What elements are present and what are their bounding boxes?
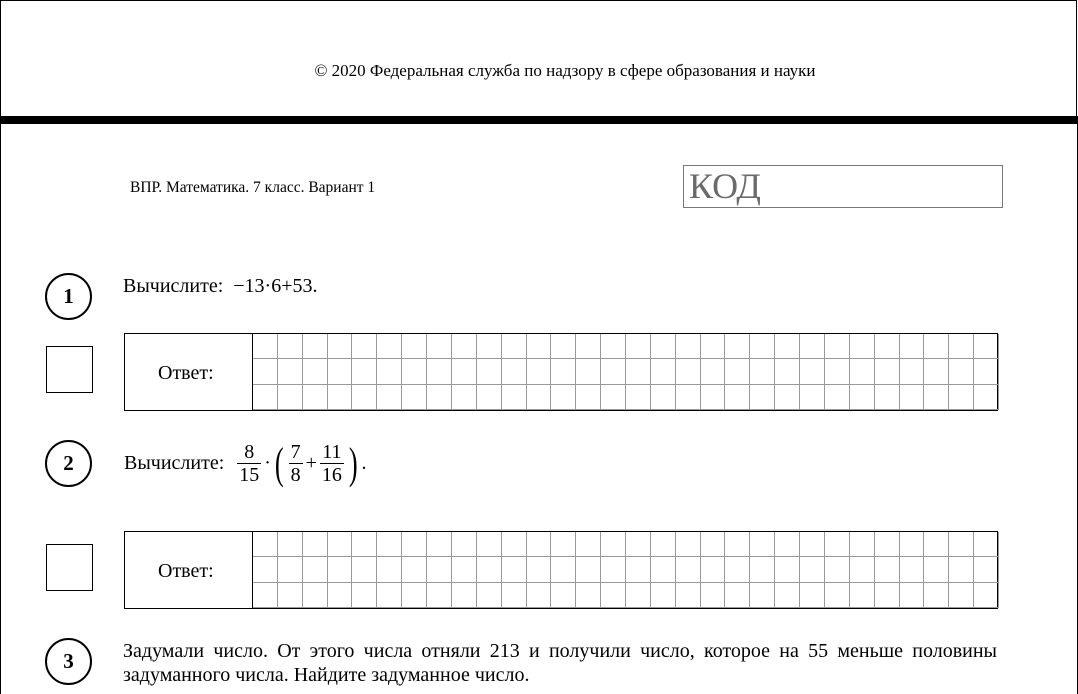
answer-cell[interactable] bbox=[328, 583, 353, 608]
answer-cell[interactable] bbox=[502, 334, 527, 359]
answer-cell[interactable] bbox=[278, 385, 303, 410]
task-2-fraction-2 bbox=[289, 441, 303, 486]
answer-cell[interactable] bbox=[974, 532, 999, 557]
answer-cell[interactable] bbox=[725, 359, 750, 384]
answer-cell[interactable] bbox=[924, 385, 949, 410]
answer-cell[interactable] bbox=[725, 385, 750, 410]
answer-cell[interactable] bbox=[576, 334, 601, 359]
answer-cell[interactable] bbox=[576, 385, 601, 410]
answer-cell[interactable] bbox=[278, 557, 303, 582]
answer-cell[interactable] bbox=[527, 557, 552, 582]
answer-cell[interactable] bbox=[701, 359, 726, 384]
answer-cell[interactable] bbox=[278, 532, 303, 557]
answer-cell[interactable] bbox=[402, 557, 427, 582]
fraction-3-denominator: 16 bbox=[321, 464, 342, 486]
left-paren: ( bbox=[274, 438, 284, 488]
answer-cell[interactable] bbox=[527, 532, 552, 557]
fraction-2-denominator: 8 bbox=[290, 464, 301, 486]
answer-cell[interactable] bbox=[626, 385, 651, 410]
code-field[interactable] bbox=[683, 165, 1003, 208]
answer-cell[interactable] bbox=[328, 334, 353, 359]
answer-cell[interactable] bbox=[825, 583, 850, 608]
answer-cell[interactable] bbox=[924, 334, 949, 359]
answer-cell[interactable] bbox=[303, 359, 328, 384]
answer-cell[interactable] bbox=[253, 532, 278, 557]
answer-cell[interactable] bbox=[775, 385, 800, 410]
answer-cell[interactable] bbox=[626, 557, 651, 582]
answer-cell[interactable] bbox=[701, 583, 726, 608]
answer-cell[interactable] bbox=[427, 385, 452, 410]
answer-cell[interactable] bbox=[825, 557, 850, 582]
fraction-2-numerator: 7 bbox=[290, 441, 301, 463]
answer-cell[interactable] bbox=[377, 359, 402, 384]
answer-cell[interactable] bbox=[825, 532, 850, 557]
answer-cell[interactable] bbox=[452, 359, 477, 384]
answer-cell[interactable] bbox=[452, 557, 477, 582]
task-2-number: 2 bbox=[45, 440, 92, 487]
answer-cell[interactable] bbox=[924, 359, 949, 384]
task-2-answer-grid[interactable] bbox=[252, 532, 999, 608]
task-2-fraction-3 bbox=[320, 441, 344, 486]
answer-cell[interactable] bbox=[651, 532, 676, 557]
answer-cell[interactable] bbox=[949, 557, 974, 582]
answer-cell[interactable] bbox=[651, 557, 676, 582]
answer-cell[interactable] bbox=[328, 557, 353, 582]
answer-cell[interactable] bbox=[576, 583, 601, 608]
task-1-answer-grid[interactable] bbox=[252, 334, 999, 410]
answer-cell[interactable] bbox=[701, 334, 726, 359]
answer-cell[interactable] bbox=[377, 532, 402, 557]
answer-cell[interactable] bbox=[278, 334, 303, 359]
answer-cell[interactable] bbox=[427, 359, 452, 384]
answer-cell[interactable] bbox=[701, 385, 726, 410]
answer-cell[interactable] bbox=[427, 334, 452, 359]
answer-cell[interactable] bbox=[800, 359, 825, 384]
answer-cell[interactable] bbox=[402, 385, 427, 410]
answer-cell[interactable] bbox=[402, 583, 427, 608]
answer-cell[interactable] bbox=[377, 557, 402, 582]
answer-cell[interactable] bbox=[601, 532, 626, 557]
fraction-3-numerator: 11 bbox=[320, 441, 344, 464]
answer-cell[interactable] bbox=[750, 359, 775, 384]
answer-cell[interactable] bbox=[551, 385, 576, 410]
task-2-text bbox=[123, 438, 368, 488]
answer-cell[interactable] bbox=[452, 385, 477, 410]
answer-cell[interactable] bbox=[377, 334, 402, 359]
answer-cell[interactable] bbox=[676, 359, 701, 384]
task-3-number: 3 bbox=[45, 638, 92, 685]
answer-cell[interactable] bbox=[328, 385, 353, 410]
answer-cell[interactable] bbox=[551, 583, 576, 608]
answer-cell[interactable] bbox=[576, 532, 601, 557]
answer-cell[interactable] bbox=[303, 385, 328, 410]
answer-cell[interactable] bbox=[676, 532, 701, 557]
answer-cell[interactable] bbox=[775, 334, 800, 359]
answer-cell[interactable] bbox=[850, 359, 875, 384]
answer-cell[interactable] bbox=[974, 334, 999, 359]
answer-cell[interactable] bbox=[800, 557, 825, 582]
answer-cell[interactable] bbox=[477, 359, 502, 384]
answer-cell[interactable] bbox=[750, 385, 775, 410]
answer-cell[interactable] bbox=[775, 557, 800, 582]
answer-cell[interactable] bbox=[900, 385, 925, 410]
answer-cell[interactable] bbox=[900, 583, 925, 608]
answer-cell[interactable] bbox=[800, 583, 825, 608]
answer-cell[interactable] bbox=[875, 359, 900, 384]
answer-cell[interactable] bbox=[601, 334, 626, 359]
answer-cell[interactable] bbox=[825, 359, 850, 384]
answer-cell[interactable] bbox=[701, 557, 726, 582]
page-divider bbox=[0, 116, 1078, 124]
answer-cell[interactable] bbox=[725, 583, 750, 608]
answer-cell[interactable] bbox=[725, 334, 750, 359]
page-top-frame bbox=[0, 0, 1077, 116]
answer-cell[interactable] bbox=[676, 557, 701, 582]
code-field-label: КОД bbox=[689, 166, 761, 206]
answer-cell[interactable] bbox=[328, 359, 353, 384]
multiply-sign: · bbox=[264, 452, 271, 474]
answer-cell[interactable] bbox=[800, 334, 825, 359]
answer-cell[interactable] bbox=[800, 532, 825, 557]
task-2-score-box bbox=[46, 544, 93, 591]
answer-cell[interactable] bbox=[527, 583, 552, 608]
answer-cell[interactable] bbox=[352, 359, 377, 384]
answer-cell[interactable] bbox=[626, 334, 651, 359]
answer-cell[interactable] bbox=[974, 557, 999, 582]
task-1-expression: −13·6+53. bbox=[233, 275, 318, 297]
answer-cell[interactable] bbox=[924, 583, 949, 608]
answer-cell[interactable] bbox=[377, 583, 402, 608]
answer-cell[interactable] bbox=[651, 334, 676, 359]
answer-cell[interactable] bbox=[452, 583, 477, 608]
answer-cell[interactable] bbox=[974, 359, 999, 384]
answer-cell[interactable] bbox=[253, 583, 278, 608]
answer-cell[interactable] bbox=[676, 583, 701, 608]
answer-cell[interactable] bbox=[303, 583, 328, 608]
answer-cell[interactable] bbox=[676, 334, 701, 359]
page-header: ВПР. Математика. 7 класс. Вариант 1 bbox=[130, 179, 376, 196]
answer-cell[interactable] bbox=[900, 557, 925, 582]
answer-cell[interactable] bbox=[900, 532, 925, 557]
answer-cell[interactable] bbox=[725, 532, 750, 557]
answer-cell[interactable] bbox=[427, 557, 452, 582]
answer-cell[interactable] bbox=[551, 557, 576, 582]
answer-cell[interactable] bbox=[377, 385, 402, 410]
answer-cell[interactable] bbox=[775, 583, 800, 608]
answer-cell[interactable] bbox=[477, 583, 502, 608]
answer-cell[interactable] bbox=[576, 359, 601, 384]
answer-cell[interactable] bbox=[477, 385, 502, 410]
answer-cell[interactable] bbox=[900, 359, 925, 384]
answer-cell[interactable] bbox=[949, 385, 974, 410]
answer-cell[interactable] bbox=[352, 385, 377, 410]
task-2-answer-box bbox=[124, 531, 998, 609]
task-2-fraction-1 bbox=[237, 441, 261, 486]
period: . bbox=[361, 452, 367, 474]
task-1-text bbox=[123, 275, 318, 298]
answer-cell[interactable] bbox=[352, 532, 377, 557]
answer-cell[interactable] bbox=[651, 583, 676, 608]
answer-cell[interactable] bbox=[850, 385, 875, 410]
answer-cell[interactable] bbox=[303, 334, 328, 359]
answer-cell[interactable] bbox=[427, 583, 452, 608]
answer-cell[interactable] bbox=[601, 359, 626, 384]
answer-cell[interactable] bbox=[601, 583, 626, 608]
answer-cell[interactable] bbox=[527, 359, 552, 384]
answer-cell[interactable] bbox=[875, 334, 900, 359]
answer-cell[interactable] bbox=[825, 385, 850, 410]
answer-cell[interactable] bbox=[949, 583, 974, 608]
answer-cell[interactable] bbox=[502, 385, 527, 410]
answer-cell[interactable] bbox=[775, 532, 800, 557]
plus-sign: + bbox=[305, 452, 317, 474]
answer-cell[interactable] bbox=[800, 385, 825, 410]
answer-cell[interactable] bbox=[253, 359, 278, 384]
answer-cell[interactable] bbox=[551, 334, 576, 359]
answer-cell[interactable] bbox=[502, 583, 527, 608]
answer-cell[interactable] bbox=[452, 334, 477, 359]
answer-cell[interactable] bbox=[875, 557, 900, 582]
answer-cell[interactable] bbox=[253, 334, 278, 359]
answer-cell[interactable] bbox=[850, 334, 875, 359]
task-3-text: Задумали число. От этого числа отняли 213 и получили число, которое на 55 меньше половины задуманного числа. Найдите задуманное число. bbox=[123, 640, 997, 686]
answer-cell[interactable] bbox=[278, 359, 303, 384]
answer-cell[interactable] bbox=[750, 583, 775, 608]
answer-cell[interactable] bbox=[576, 557, 601, 582]
answer-cell[interactable] bbox=[352, 557, 377, 582]
answer-cell[interactable] bbox=[875, 532, 900, 557]
task-2-prompt: Вычислите: bbox=[124, 452, 225, 474]
answer-cell[interactable] bbox=[924, 557, 949, 582]
answer-cell[interactable] bbox=[527, 385, 552, 410]
answer-cell[interactable] bbox=[725, 557, 750, 582]
answer-cell[interactable] bbox=[651, 359, 676, 384]
answer-cell[interactable] bbox=[352, 334, 377, 359]
answer-cell[interactable] bbox=[850, 583, 875, 608]
answer-cell[interactable] bbox=[676, 385, 701, 410]
answer-cell[interactable] bbox=[427, 532, 452, 557]
answer-cell[interactable] bbox=[949, 359, 974, 384]
answer-cell[interactable] bbox=[253, 557, 278, 582]
answer-cell[interactable] bbox=[253, 385, 278, 410]
answer-cell[interactable] bbox=[875, 385, 900, 410]
answer-cell[interactable] bbox=[352, 583, 377, 608]
answer-cell[interactable] bbox=[502, 532, 527, 557]
answer-cell[interactable] bbox=[551, 532, 576, 557]
task-1-prompt: Вычислите: bbox=[123, 275, 224, 297]
answer-cell[interactable] bbox=[477, 532, 502, 557]
answer-cell[interactable] bbox=[477, 557, 502, 582]
answer-cell[interactable] bbox=[626, 532, 651, 557]
answer-cell[interactable] bbox=[452, 532, 477, 557]
answer-cell[interactable] bbox=[750, 334, 775, 359]
answer-cell[interactable] bbox=[551, 359, 576, 384]
answer-cell[interactable] bbox=[750, 532, 775, 557]
answer-cell[interactable] bbox=[527, 334, 552, 359]
answer-cell[interactable] bbox=[900, 334, 925, 359]
answer-cell[interactable] bbox=[750, 557, 775, 582]
task-1-number: 1 bbox=[45, 273, 92, 320]
copyright-line: © 2020 Федеральная служба по надзору в сфере образования и науки bbox=[314, 61, 816, 80]
task-2-answer-label: Ответ: bbox=[158, 560, 214, 582]
answer-cell[interactable] bbox=[949, 334, 974, 359]
answer-cell[interactable] bbox=[701, 532, 726, 557]
answer-cell[interactable] bbox=[775, 359, 800, 384]
answer-cell[interactable] bbox=[974, 385, 999, 410]
page-border-left bbox=[0, 124, 1, 694]
answer-cell[interactable] bbox=[850, 557, 875, 582]
answer-cell[interactable] bbox=[402, 359, 427, 384]
fraction-1-numerator: 8 bbox=[237, 441, 261, 464]
answer-cell[interactable] bbox=[601, 385, 626, 410]
task-1-answer-box bbox=[124, 333, 998, 411]
right-paren: ) bbox=[348, 438, 358, 488]
answer-cell[interactable] bbox=[328, 532, 353, 557]
answer-cell[interactable] bbox=[303, 557, 328, 582]
answer-cell[interactable] bbox=[949, 532, 974, 557]
answer-cell[interactable] bbox=[651, 385, 676, 410]
answer-cell[interactable] bbox=[502, 557, 527, 582]
task-1-answer-label: Ответ: bbox=[158, 362, 214, 384]
answer-cell[interactable] bbox=[402, 532, 427, 557]
answer-cell[interactable] bbox=[303, 532, 328, 557]
answer-cell[interactable] bbox=[626, 583, 651, 608]
answer-cell[interactable] bbox=[278, 583, 303, 608]
answer-cell[interactable] bbox=[477, 334, 502, 359]
answer-cell[interactable] bbox=[402, 334, 427, 359]
answer-cell[interactable] bbox=[974, 583, 999, 608]
answer-cell[interactable] bbox=[601, 557, 626, 582]
answer-cell[interactable] bbox=[626, 359, 651, 384]
answer-cell[interactable] bbox=[850, 532, 875, 557]
answer-cell[interactable] bbox=[875, 583, 900, 608]
fraction-1-denominator: 15 bbox=[239, 464, 260, 486]
answer-cell[interactable] bbox=[825, 334, 850, 359]
answer-cell[interactable] bbox=[502, 359, 527, 384]
task-1-score-box bbox=[46, 346, 93, 393]
answer-cell[interactable] bbox=[924, 532, 949, 557]
